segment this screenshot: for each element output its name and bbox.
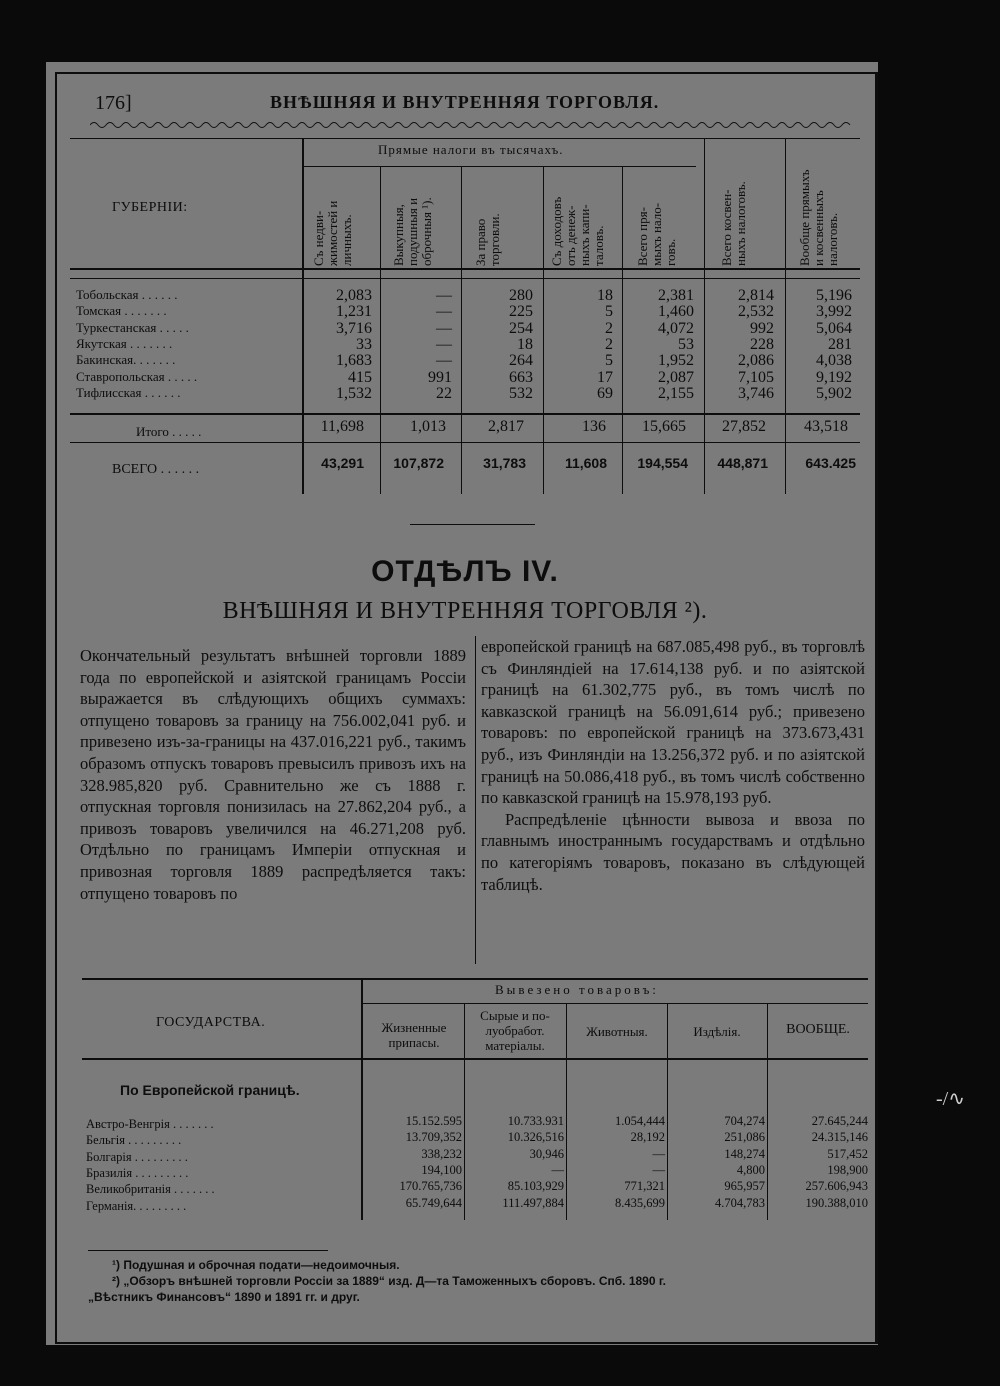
table-cell: 5,064 — [816, 319, 852, 337]
table-row-label: Болгарія . . . . . . . . . — [86, 1149, 188, 1164]
table-cell: 704,274 — [724, 1114, 765, 1128]
header-bottom-rule — [82, 1058, 868, 1060]
running-header — [95, 92, 855, 118]
paragraph: Окончательный результатъ внѣшней торговли 1889 года по европейской и азіятской границамъ Россіи выражается въ слѣдующихъ общихъ суммахъ: отпущено товаровъ за границу на 756.002,041 руб. и привезено изъ-за-границы на 437.016,221 руб., такимъ образомъ отпускъ товаровъ превысилъ привозъ ихъ на 328.985,820 руб. Сравнительно же съ 1888 г. отпускная торговля понизилась на 27.862,204 руб., а привозъ товаровъ увеличился на 46.271,208 руб. Отдѣльно по границамъ Имперіи отпускная и привозная торговля 1889 распредѣляется такъ: отпущено товаровъ по — [80, 646, 466, 903]
table-cell: 2,532 — [738, 303, 774, 321]
col-header-real-estate: Съ недви- жимостей и личныхъ. — [311, 200, 354, 266]
table-cell: 5 — [605, 352, 613, 370]
table-vline — [461, 166, 462, 494]
vsego-cell: 194,554 — [637, 455, 688, 471]
table-vline — [704, 138, 705, 494]
table-cell: — — [436, 319, 452, 337]
table-cell: 5,902 — [816, 384, 852, 402]
paragraph: европейской границѣ на 687.085,498 руб., въ торговлѣ съ Финляндіей на 17.614,138 руб. и по азіятской границѣ на 61.302,775 руб., въ томъ числѣ по кавказской границѣ на 56.091,614 руб.; привезено товаровъ: по европейской границѣ на 373.673,431 руб., изъ Финляндіи на 13.256,372 руб. и по азіятской границѣ на 50.086,418 руб., въ томъ числѣ собственно по кавказской границѣ на 15.978,193 руб. — [481, 637, 865, 808]
table-cell: 5,196 — [816, 287, 852, 304]
table-cell: 2,155 — [658, 384, 694, 402]
table-cell: 10.326,516 — [507, 1130, 564, 1145]
table-cell: 225 — [509, 303, 533, 321]
table-vline — [785, 138, 786, 494]
table-cell: 190.388,010 — [805, 1195, 868, 1210]
vsego-cell: 448,871 — [717, 455, 768, 471]
table-cell: 1.054,444 — [615, 1114, 665, 1128]
table-cell: 198,900 — [827, 1162, 868, 1177]
table-vline — [380, 166, 381, 494]
scan-border-right — [878, 0, 1000, 1386]
col-header-grand-total: Вообще прямыхъ и косвенныхъ налоговъ. — [797, 169, 840, 266]
table-cell: 148,274 — [724, 1146, 765, 1161]
table-cell: 69 — [597, 384, 613, 402]
section-subheading: ВНѢШНЯЯ И ВНУТРЕННЯЯ ТОРГОВЛЯ ²). — [222, 598, 708, 624]
table-rule — [70, 138, 860, 139]
text-column-left — [80, 645, 466, 904]
itogo-rule — [70, 413, 860, 415]
table-cell: 771,321 — [624, 1179, 665, 1194]
itogo-bottom-rule — [70, 442, 860, 443]
table-row-label: Австро-Венгрія . . . . . . . — [86, 1117, 214, 1131]
table-cell: 24.315,146 — [811, 1130, 868, 1145]
table-cell: 992 — [750, 319, 774, 337]
table-row-label: Томская . . . . . . . — [76, 303, 167, 319]
vsego-cell: 643.425 — [805, 455, 856, 471]
table-cell: 30,946 — [529, 1146, 564, 1161]
table-cell: 3,992 — [816, 303, 852, 321]
itogo-cell: 11,698 — [320, 418, 364, 435]
table-cell: 7,105 — [738, 368, 774, 386]
col-header-manufactures: Издѣлія. — [693, 1024, 741, 1039]
table-cell: 85.103,929 — [507, 1179, 564, 1194]
table-cell: 13.709,352 — [405, 1130, 462, 1145]
table-cell: 17 — [597, 368, 613, 386]
table-cell: 4,038 — [816, 352, 852, 370]
table-cell: 338,232 — [421, 1146, 462, 1161]
table-cell: 65.749,644 — [405, 1195, 462, 1210]
table-vline — [543, 166, 544, 494]
scan-border-bottom — [0, 1345, 1000, 1386]
table-row-label: Бакинская. . . . . . . — [76, 352, 176, 368]
table-cell: 1,683 — [336, 352, 372, 370]
scan-border-left — [0, 0, 46, 1386]
table-cell: 2 — [605, 335, 613, 353]
itogo-cell: 15,665 — [642, 418, 686, 435]
table-cell: 8.435,699 — [615, 1195, 665, 1210]
european-border-subheading: По Европейской границѣ. — [120, 1082, 300, 1098]
table-rule — [82, 978, 868, 980]
table-cell: — — [436, 303, 452, 321]
itogo-cell: 1,013 — [410, 418, 446, 435]
table-cell: 251,086 — [724, 1130, 765, 1145]
table-cell: — — [436, 352, 452, 370]
vsego-cell: 11,608 — [564, 455, 607, 471]
col-header-indirect-total: Всего косвен- ныхъ налоговъ. — [719, 181, 748, 266]
table-cell: 532 — [509, 384, 533, 402]
state-column-header: ГОСУДАРСТВА. — [156, 1015, 266, 1030]
section-heading: ОТДѢЛЪ IV. — [371, 555, 559, 588]
footnote-2: ²) „Обзоръ внѣшней торговли Россіи за 1889“ изд. Д—та Таможенныхъ сборовъ. Спб. 1890 г. — [112, 1274, 666, 1288]
table-cell: 4.704,783 — [715, 1195, 765, 1210]
table-cell: 4,800 — [736, 1162, 765, 1177]
direct-taxes-group-header: Прямые налоги въ тысячахъ. — [378, 142, 564, 157]
table-vline — [622, 166, 623, 494]
table-row-label: Германія. . . . . . . . . — [86, 1198, 187, 1213]
table-cell: 415 — [348, 368, 372, 386]
col-header-capital: Съ доходовъ отъ денеж- ныхъ капи- таловъ. — [549, 196, 606, 266]
table-cell: 22 — [436, 384, 452, 402]
col-header-trade: За право торговли. — [473, 213, 502, 266]
table-cell: 5 — [605, 303, 613, 321]
group-rule — [303, 166, 696, 167]
group-rule — [362, 1003, 868, 1004]
table-cell: 2,814 — [738, 287, 774, 304]
table-cell: 663 — [509, 368, 533, 386]
table-row-label: Ставропольская . . . . . — [76, 368, 198, 384]
table-cell: 27.645,244 — [811, 1114, 868, 1128]
table-cell: — — [436, 335, 452, 353]
column-divider — [475, 636, 476, 964]
table-cell: — — [652, 1146, 665, 1161]
table-cell: 10.733.931 — [507, 1114, 564, 1128]
section-rule — [410, 524, 535, 525]
table-cell: 1,952 — [658, 352, 694, 370]
table-cell: 257.606,943 — [805, 1179, 868, 1194]
vsego-cell: 107,872 — [393, 455, 444, 471]
table-cell: 194,100 — [421, 1162, 462, 1177]
table-cell: 4,072 — [658, 319, 694, 337]
table-cell: 170.765,736 — [399, 1179, 462, 1194]
table-cell: 2,086 — [738, 352, 774, 370]
col-header-raw-materials: Сырые и по- луобработ. матеріалы. — [480, 1008, 550, 1053]
table-cell: 2,087 — [658, 368, 694, 386]
footnote-2-continued: „Вѣстникъ Финансовъ“ 1890 и 1891 гг. и друг. — [88, 1290, 360, 1304]
page-number: 176] — [95, 92, 132, 114]
table-cell: 18 — [517, 335, 533, 353]
table-vline — [464, 1003, 465, 1220]
table-row-label: Бразилія . . . . . . . . . — [86, 1165, 189, 1180]
exports-group-header: Вывезено товаровъ: — [495, 982, 659, 997]
itogo-cell: 2,817 — [488, 418, 524, 435]
table-cell: 2,083 — [336, 287, 372, 304]
table-cell: — — [652, 1162, 665, 1177]
wavy-rule — [90, 120, 852, 128]
col-header-total: ВООБЩЕ. — [786, 1022, 850, 1037]
table-cell: 33 — [356, 335, 372, 353]
table-cell: 965,957 — [724, 1179, 765, 1194]
itogo-cell: 27,852 — [722, 418, 766, 435]
table-row-label: Тифлисская . . . . . . — [76, 384, 181, 400]
vsego-label: ВСЕГО . . . . . . — [112, 462, 200, 477]
table-cell: 280 — [509, 287, 533, 304]
table-cell: 1,532 — [336, 384, 372, 402]
header-bottom-rule — [70, 268, 860, 270]
footnote-rule — [88, 1250, 328, 1251]
vsego-cell: 31,783 — [483, 455, 526, 471]
table-cell: 28,192 — [630, 1130, 665, 1145]
table-cell: 264 — [509, 352, 533, 370]
col-header-animals: Животныя. — [586, 1024, 648, 1039]
running-title: ВНѢШНЯЯ И ВНУТРЕННЯЯ ТОРГОВЛЯ. — [270, 92, 660, 112]
itogo-label: Итого . . . . . — [136, 424, 202, 439]
table-cell: 254 — [509, 319, 533, 337]
paragraph: Распредѣленіе цѣнности вывоза и ввоза по главнымъ иностраннымъ государствамъ и отдѣльно по категоріямъ товаровъ, показано въ слѣдующей таблицѣ. — [481, 809, 865, 894]
footnote-1: ¹) Подушная и оброчная подати—недоимочныя. — [112, 1258, 400, 1272]
table-vline — [302, 138, 304, 494]
header-bottom-rule-2 — [70, 278, 860, 279]
table-cell: 1,460 — [658, 303, 694, 321]
table-cell: 9,192 — [816, 368, 852, 386]
col-header-direct-total: Всего пря- мыхъ нало- говъ. — [635, 202, 678, 266]
table-cell: 18 — [597, 287, 613, 304]
table-cell: 2,381 — [658, 287, 694, 304]
margin-mark: -/∿ — [936, 1088, 965, 1110]
table-vline — [566, 1003, 567, 1220]
table-row-label: Тобольская . . . . . . — [76, 287, 178, 302]
table-cell: 2 — [605, 319, 613, 337]
table-cell: 111.497,884 — [502, 1195, 564, 1210]
table-cell: 3,746 — [738, 384, 774, 402]
itogo-cell: 43,518 — [804, 418, 848, 435]
itogo-cell: 136 — [582, 418, 606, 435]
table-cell: — — [551, 1162, 564, 1177]
table-vline — [361, 980, 363, 1220]
table-cell: 3,716 — [336, 319, 372, 337]
table-cell: 15.152.595 — [405, 1114, 462, 1128]
table-row-label: Якутская . . . . . . . — [76, 335, 173, 351]
table-row-label: Бельгія . . . . . . . . . — [86, 1133, 182, 1148]
vsego-cell: 43,291 — [321, 455, 364, 471]
table-cell: 281 — [828, 335, 852, 353]
gov-column-header: ГУБЕРНІИ: — [112, 200, 188, 215]
table-cell: 228 — [750, 335, 774, 353]
text-column-right — [481, 636, 865, 895]
col-header-foodstuffs: Жизненные припасы. — [381, 1020, 447, 1050]
table-row-label: Туркестанская . . . . . — [76, 319, 189, 335]
table-cell: 1,231 — [336, 303, 372, 321]
col-header-redemption: Выкупныя, подушныя и оброчныя ¹). — [391, 197, 434, 266]
table-cell: 517,452 — [827, 1146, 868, 1161]
table-row-label: Великобританія . . . . . . . — [86, 1182, 215, 1197]
table-cell: 991 — [428, 368, 452, 386]
scan-border-top — [0, 0, 1000, 62]
table-cell: 53 — [678, 335, 694, 353]
table-cell: — — [436, 287, 452, 304]
